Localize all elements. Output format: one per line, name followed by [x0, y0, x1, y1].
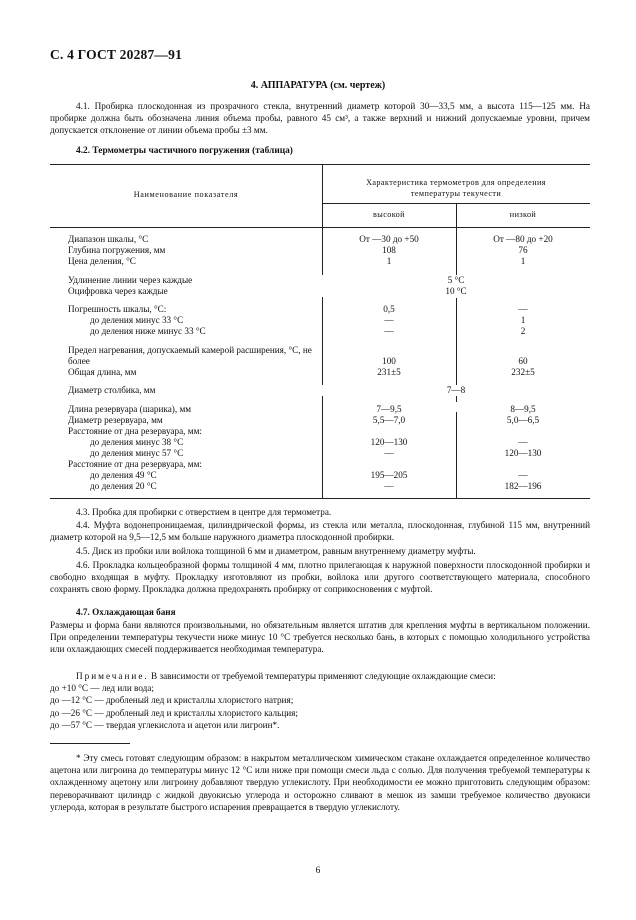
- paragraph-4-2-text: 4.2. Термометры частичного погружения (таблица): [76, 146, 293, 156]
- note-block: [50, 670, 590, 731]
- row-name: Оцифровка через каждые: [68, 286, 168, 296]
- row-name: Расстояние от дна резервуара, мм:: [68, 459, 202, 469]
- table-row: [50, 275, 590, 286]
- footnote-text: * Эту смесь готовят следующим образом: в накрытом металлическом химическом стакане охлаждается определенное количество ацетона или лигроина до температуры минус 12 °С или ниже при помощи смеси льда с солью. Для получения требуемой температуры к охлажденному ацетону или лигроину добавляют твердую углекислоту. При необходимости ее можно приготовить следующим образом: переворачивают цилиндр с жидкой двуокисью углерода и осторожно сливают в мешок из замши требуемое количество двуокиси углерода, которая в результате быстрого испарения превращается в твердую углекислоту.: [50, 753, 590, 812]
- header-characteristic-line2: температуры текучести: [410, 189, 502, 198]
- row-name: Диаметр столбика, мм: [68, 385, 156, 395]
- row-high: 108: [382, 245, 396, 255]
- row-low: —: [518, 437, 528, 447]
- header-low: низкой: [509, 210, 537, 219]
- row-low: 8—9,5: [510, 404, 536, 414]
- table-row: [50, 448, 590, 459]
- row-low: 1: [520, 256, 526, 266]
- header-characteristic: [322, 177, 590, 199]
- row-name: Расстояние от дна резервуара, мм:: [68, 426, 202, 436]
- page-header: С. 4 ГОСТ 20287—91: [50, 47, 183, 62]
- note-item: до —57 °С — твердая углекислота и ацетон или лигроин*.: [50, 719, 280, 730]
- row-high: 1: [386, 256, 392, 266]
- table-row: [50, 470, 590, 481]
- table-row: [50, 256, 590, 267]
- table-body: [50, 228, 590, 499]
- row-name: Погрешность шкалы, °С:: [68, 304, 167, 314]
- row-high: —: [384, 315, 394, 325]
- row-name: Удлинение линии через каждые: [68, 275, 193, 285]
- paragraph-4-6-text: 4.6. Прокладка кольцеобразной формы толщиной 4 мм, плотно прилегающая к наружной поверхности плоскодонной пробирки и свободно входящая в муфту. Прокладку изготовляют из пробки, войлока или другого соответствующего материала, способного сохранять свою форму. Прокладка должна предохранять пробирку от соприкосновения с муфтой.: [50, 560, 590, 595]
- paragraph-4-1-text: 4.1. Пробирка плоскодонная из прозрачного стекла, внутренний диаметр которой 30—33,5 мм, а высота 115—125 мм. На пробирке должна быть обозначена линия объема пробы, равного 45 см³, а также верхний и нижний допускаемые уровни, причем допускается отклонение от линии объема пробы ±3 мм.: [50, 101, 590, 136]
- row-name: до деления минус 33 °С: [90, 315, 184, 325]
- section-title: 4. АППАРАТУРА (см. чертеж): [250, 80, 386, 91]
- table-row: [50, 234, 590, 245]
- row-name: до деления минус 38 °С: [90, 437, 184, 447]
- row-high: —: [384, 481, 394, 491]
- row-low: 60: [518, 356, 528, 366]
- table-row: [50, 304, 590, 315]
- row-low: От —80 до +20: [493, 234, 553, 244]
- row-name: до деления 49 °С: [90, 470, 157, 480]
- note-item: до +10 °С — лед или вода;: [50, 683, 154, 694]
- row-name: Глубина погружения, мм: [68, 245, 166, 255]
- paragraph-4-4: [50, 519, 590, 543]
- header-name: Наименование показателя: [133, 190, 239, 199]
- thermometer-table: [50, 164, 590, 499]
- row-high: 231±5: [377, 367, 401, 377]
- paragraph-4-7: [50, 619, 590, 656]
- row-low: —: [518, 304, 528, 314]
- row-name: Цена деления, °С: [68, 256, 136, 266]
- header-high: высокой: [373, 210, 405, 219]
- row-low: 76: [518, 245, 528, 255]
- paragraph-4-4-text: 4.4. Муфта водонепроницаемая, цилиндрической формы, из стекла или металла, плоскодонная, глубиной 115 мм, внутренний диаметр которой на 9,5—12,5 мм больше наружного диаметра плоскодонной пробирки.: [50, 520, 590, 543]
- paragraph-4-3: [50, 506, 590, 518]
- paragraph-4-7-title: [50, 606, 590, 618]
- table-row: [50, 345, 590, 367]
- paragraph-4-7-text: Размеры и форма бани являются произвольными, но обязательным является штатив для крепления муфты в вертикальном положении. При определении температуры текучести ниже минус 10 °С требуется несколько бань, в которых с помощью холодильного устройства или охлаждающих смесей поддерживается необходимая температура.: [50, 620, 590, 655]
- table-row: [50, 459, 590, 470]
- table-row: [50, 367, 590, 378]
- table-row: [50, 245, 590, 256]
- table-row: [50, 286, 590, 297]
- row-high: —: [384, 326, 394, 336]
- note-label: Примечание.: [76, 671, 149, 681]
- table-header: [50, 164, 590, 228]
- table-row: [50, 415, 590, 426]
- table-row: [50, 404, 590, 415]
- paragraph-4-5: [50, 545, 590, 557]
- paragraph-4-7-title-text: 4.7. Охлаждающая баня: [76, 607, 176, 617]
- table-row: [50, 385, 590, 396]
- footnote: [50, 752, 590, 813]
- row-merged: 7—8: [322, 385, 590, 396]
- row-name: Общая длина, мм: [68, 367, 137, 377]
- paragraph-4-3-text: 4.3. Пробка для пробирки с отверстием в центре для термометра.: [76, 507, 332, 517]
- row-low: 182—196: [504, 481, 542, 491]
- paragraph-4-2: [50, 145, 590, 157]
- page-number: 6: [315, 866, 321, 876]
- row-low: 5,0—6,5: [506, 415, 540, 425]
- paragraph-4-1: [50, 100, 590, 137]
- table-row: [50, 426, 590, 437]
- row-low: —: [518, 470, 528, 480]
- row-high: 7—9,5: [376, 404, 402, 414]
- row-high: —: [384, 448, 394, 458]
- row-name: Длина резервуара (шарика), мм: [68, 404, 192, 414]
- row-high: 100: [382, 356, 396, 366]
- row-high: 0,5: [383, 304, 395, 314]
- row-low: 2: [520, 326, 526, 336]
- row-name: Диапазон шкалы, °С: [68, 234, 149, 244]
- row-high: От —30 до +50: [359, 234, 419, 244]
- row-merged: 5 °С: [322, 275, 590, 286]
- row-name: Предел нагревания, допускаемый камерой расширения, °С, не более: [68, 345, 312, 366]
- table-row: [50, 326, 590, 337]
- note-item: до —26 °С — дробленый лед и кристаллы хлористого кальция;: [50, 707, 298, 718]
- table-row: [50, 437, 590, 448]
- row-name: до деления ниже минус 33 °С: [90, 326, 206, 336]
- row-name: Диаметр резервуара, мм: [68, 415, 163, 425]
- footnote-rule: [50, 743, 130, 744]
- row-low: 120—130: [504, 448, 542, 458]
- row-name: до деления минус 57 °С: [90, 448, 184, 458]
- row-low: 1: [520, 315, 526, 325]
- paragraph-4-6: [50, 559, 590, 596]
- note-text: В зависимости от требуемой температуры применяют следующие охлаждающие смеси:: [151, 671, 496, 681]
- row-low: 232±5: [511, 367, 535, 377]
- table-row: [50, 315, 590, 326]
- note-item: до —12 °С — дробленый лед и кристаллы хлористого натрия;: [50, 695, 294, 706]
- row-merged: 10 °С: [322, 286, 590, 297]
- header-characteristic-line1: Характеристика термометров для определения: [366, 178, 546, 187]
- row-name: до деления 20 °С: [90, 481, 157, 491]
- paragraph-4-5-text: 4.5. Диск из пробки или войлока толщиной 6 мм и диаметром, равным внутреннему диаметру муфты.: [76, 546, 476, 556]
- row-high: 195—205: [370, 470, 408, 480]
- table-row: [50, 481, 590, 492]
- row-high: 5,5—7,0: [372, 415, 406, 425]
- row-high: 120—130: [370, 437, 408, 447]
